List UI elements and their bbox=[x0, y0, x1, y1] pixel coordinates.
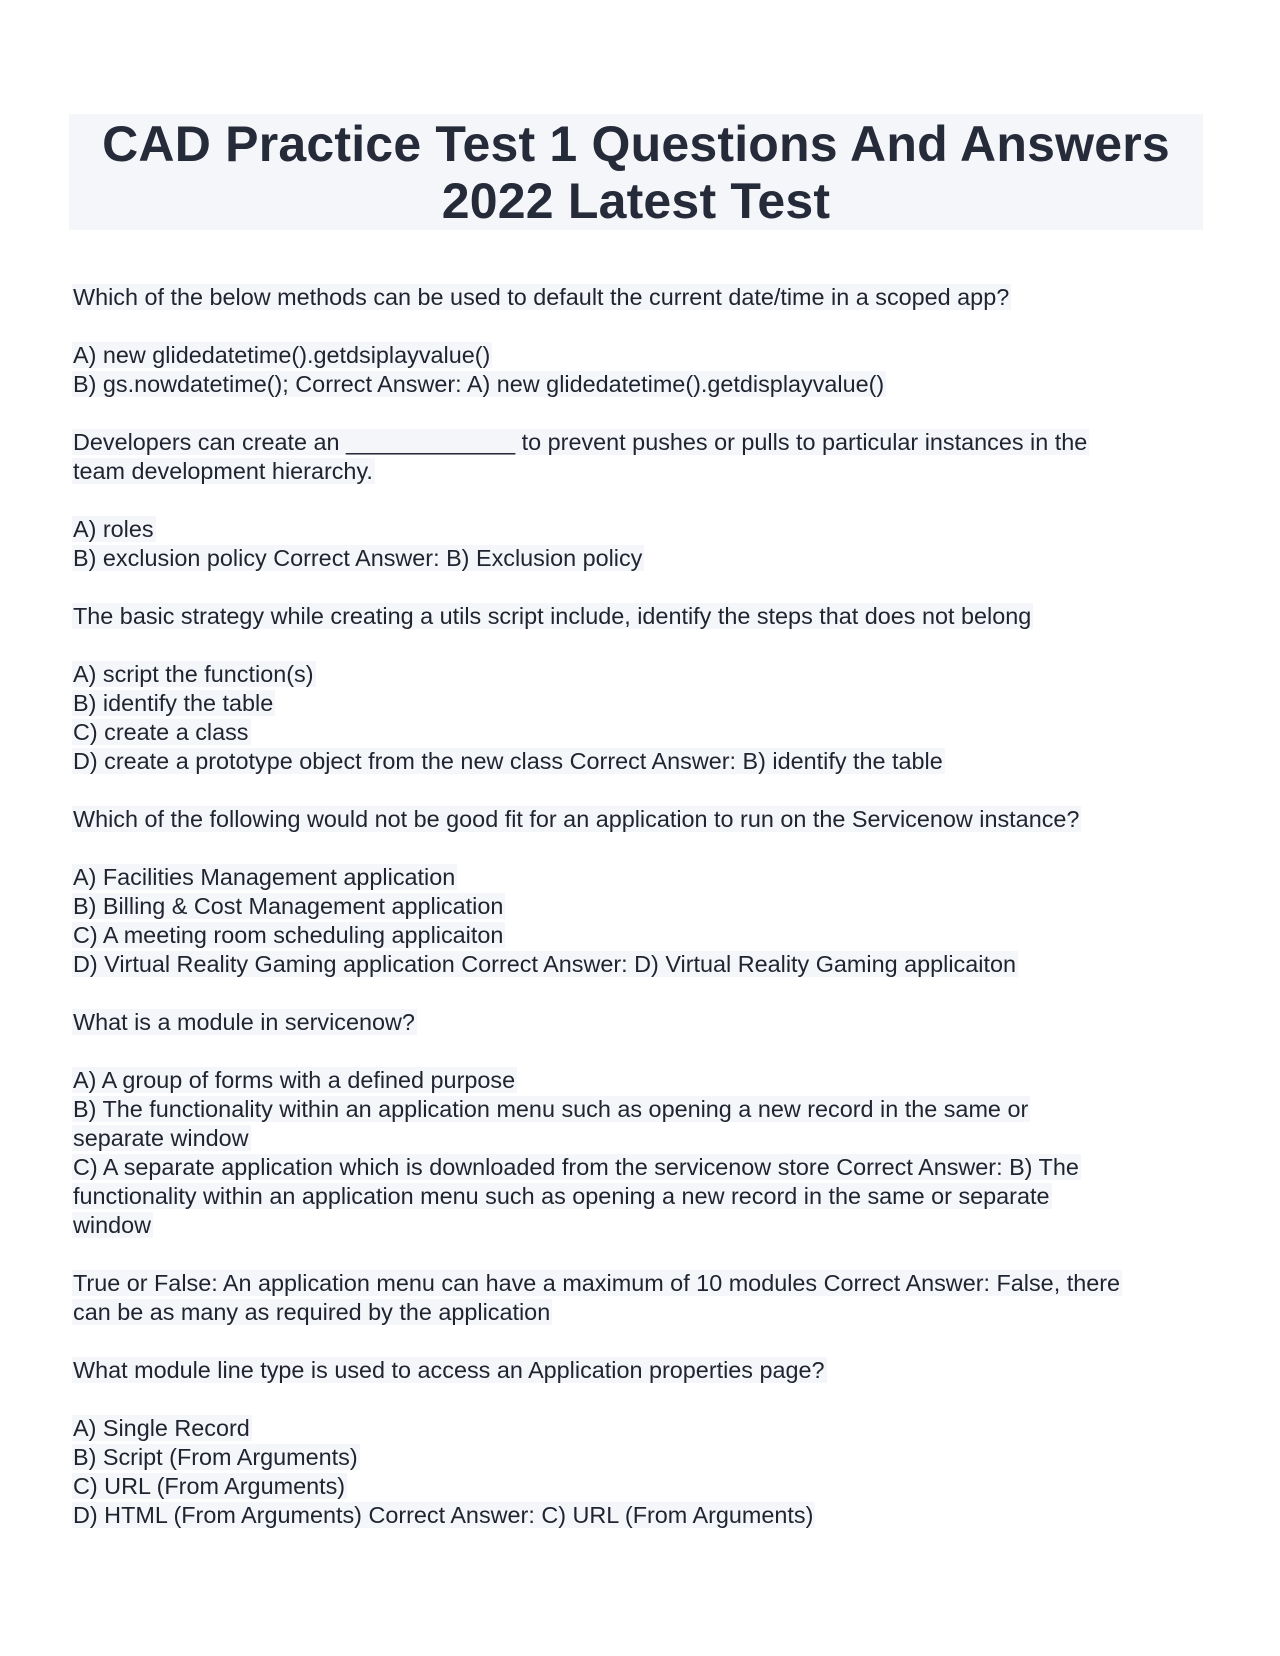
answer-options bbox=[72, 341, 1212, 399]
page-title bbox=[69, 114, 1203, 230]
answer-options bbox=[72, 1066, 1212, 1240]
text-line: True or False: An application menu can have a maximum of 10 modules Correct Answer: False, there bbox=[73, 1270, 1121, 1296]
question-block bbox=[72, 602, 1212, 631]
text-line: C) A meeting room scheduling applicaiton bbox=[73, 922, 504, 948]
answer-options bbox=[72, 863, 1212, 979]
answer-options bbox=[72, 660, 1212, 776]
text-line: A) new glidedatetime().getdsiplayvalue() bbox=[73, 342, 491, 368]
question-block bbox=[72, 283, 1212, 312]
text-line: B) The functionality within an application menu such as opening a new record in the same or bbox=[73, 1096, 1029, 1122]
text-line: Which of the below methods can be used to default the current date/time in a scoped app? bbox=[73, 284, 1010, 310]
text-line: A) Single Record bbox=[73, 1415, 250, 1441]
answer-options bbox=[72, 515, 1212, 573]
text-line: team development hierarchy. bbox=[73, 458, 373, 484]
text-line: B) Billing & Cost Management application bbox=[73, 893, 504, 919]
text-line: A) A group of forms with a defined purpose bbox=[73, 1067, 516, 1093]
text-line: D) Virtual Reality Gaming application Correct Answer: D) Virtual Reality Gaming applicaiton bbox=[73, 951, 1016, 977]
text-line: C) A separate application which is downloaded from the servicenow store Correct Answer: B) The bbox=[73, 1154, 1079, 1180]
text-line: B) gs.nowdatetime(); Correct Answer: A) new glidedatetime().getdisplayvalue() bbox=[73, 371, 885, 397]
question-block bbox=[72, 1008, 1212, 1037]
text-line: C) create a class bbox=[73, 719, 249, 745]
question-block bbox=[72, 805, 1212, 834]
text-line: What is a module in servicenow? bbox=[73, 1009, 415, 1035]
answer-options bbox=[72, 1414, 1212, 1530]
text-line: C) URL (From Arguments) bbox=[73, 1473, 346, 1499]
question-block bbox=[72, 1356, 1212, 1385]
text-line: A) script the function(s) bbox=[73, 661, 314, 687]
question-block bbox=[72, 428, 1212, 486]
text-line: D) create a prototype object from the new class Correct Answer: B) identify the table bbox=[73, 748, 943, 774]
text-line: B) identify the table bbox=[73, 690, 274, 716]
title-line: CAD Practice Test 1 Questions And Answers bbox=[102, 116, 1170, 172]
text-line: A) roles bbox=[73, 516, 154, 542]
text-line: Developers can create an _____________ to prevent pushes or pulls to particular instances in the bbox=[73, 429, 1088, 455]
text-line: D) HTML (From Arguments) Correct Answer: C) URL (From Arguments) bbox=[73, 1502, 814, 1528]
text-line: separate window bbox=[73, 1125, 249, 1151]
text-line: A) Facilities Management application bbox=[73, 864, 456, 890]
document-body bbox=[72, 283, 1212, 1559]
text-line: B) Script (From Arguments) bbox=[73, 1444, 358, 1470]
text-line: The basic strategy while creating a utils script include, identify the steps that does not belong bbox=[73, 603, 1032, 629]
text-line: can be as many as required by the application bbox=[73, 1299, 551, 1325]
text-line: Which of the following would not be good fit for an application to run on the Servicenow instance? bbox=[73, 806, 1080, 832]
text-line: What module line type is used to access an Application properties page? bbox=[73, 1357, 825, 1383]
text-line: window bbox=[73, 1212, 152, 1238]
question-block bbox=[72, 1269, 1212, 1327]
text-line: functionality within an application menu such as opening a new record in the same or separate bbox=[73, 1183, 1050, 1209]
title-banner bbox=[69, 114, 1203, 230]
title-line: 2022 Latest Test bbox=[441, 173, 831, 229]
text-line: B) exclusion policy Correct Answer: B) Exclusion policy bbox=[73, 545, 643, 571]
